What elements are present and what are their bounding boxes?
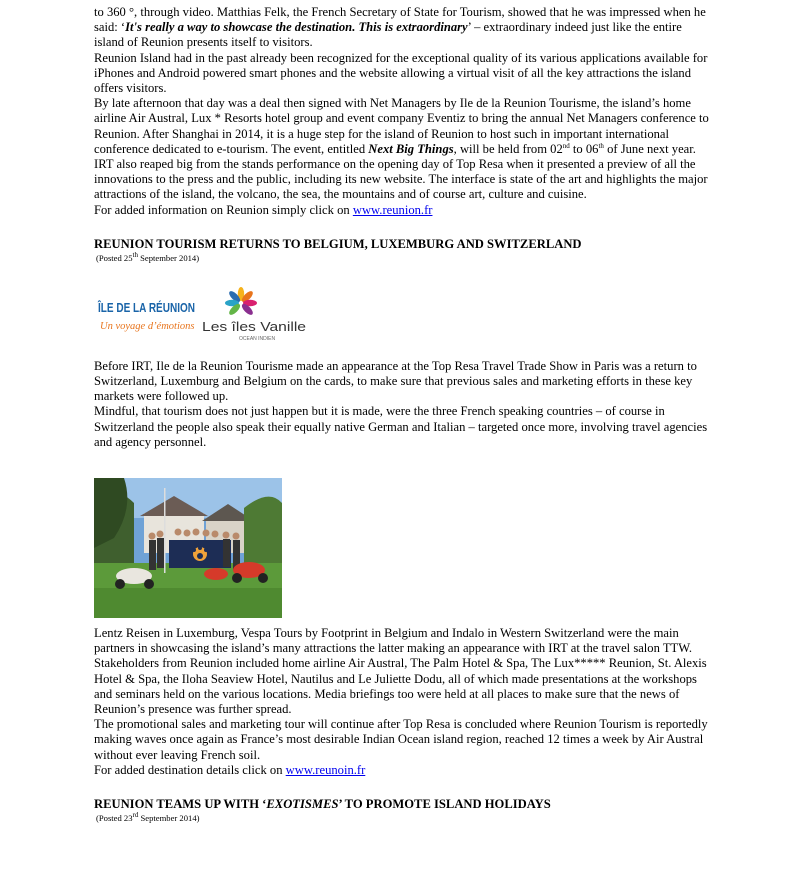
svg-text:Les îles Vanille: Les îles Vanille <box>202 318 306 334</box>
posted-date: (Posted 23rd September 2014) <box>96 811 200 824</box>
reunoin-link[interactable]: www.reunoin.fr <box>285 762 366 777</box>
paragraph: Lentz Reisen in Luxemburg, Vespa Tours by Footprint in Belgium and Indalo in Western Switzerland were the main partners in showcasing the island’s many attractions the latter making an appearance with IRT at the travel salon TTW. <box>94 626 693 656</box>
paragraph: The promotional sales and marketing tour will continue after Top Resa is concluded where Reunion Tourism is reportedly making waves once again as France’s most desirable Indian Ocean island region, reached 12 times a week by Air Austral without ever leaving French soil. <box>94 717 708 762</box>
paragraph: IRT also reaped big from the stands performance on the opening day of Top Resa when it presented a preview of all the innovations to the press and the public, including its new website. The interface is state of the art and highlights the major attractions of the island, the volcano, the sea, the mountains and of course art, culture and cuisine. <box>94 157 708 202</box>
paragraph: Stakeholders from Reunion included home airline Air Austral, The Palm Hotel & Spa, The Lux***** Reunion, St. Alexis Hotel & Spa, the Iloha Seaview Hotel, Nautilus and Le Juliette Dodu, all of which made presentations at the workshops and seminars held on the various locations. Media briefings too were held at all places to make sure that the news of Reunion’s presence was further spread. <box>94 656 707 717</box>
article-title: REUNION TEAMS UP WITH ‘EXOTISMES’ TO PROMOTE ISLAND HOLIDAYS <box>94 797 551 812</box>
paragraph: Before IRT, Ile de la Reunion Tourisme made an appearance at the Top Resa Travel Trade Show in Paris was a return to Switzerland, Luxemburg and Belgium on the cards, to make sure that previous sales and marketing efforts in these key markets were followed up. <box>94 358 697 404</box>
iles-vanille-logo <box>199 287 309 343</box>
document-page <box>94 0 714 824</box>
posted-date: (Posted 25th September 2014) <box>96 250 200 263</box>
paragraph: Reunion Island had in the past already been recognized for the exceptional quality of its various applications available for iPhones and Android powered smart phones and the website allowing a virtual visit of all the key attractions the island offers visitors. <box>94 50 708 96</box>
paragraph: For added information on Reunion simply click on www.reunion.fr <box>94 202 433 217</box>
group-photo <box>94 478 282 618</box>
ile-de-la-reunion-logo <box>97 292 197 336</box>
svg-text:OCEAN INDIEN: OCEAN INDIEN <box>239 335 276 342</box>
paragraph: For added destination details click on www.reunoin.fr <box>94 762 366 777</box>
svg-text:ÎLE DE LA RÉUNION: ÎLE DE LA RÉUNION <box>97 299 195 315</box>
svg-text:Un voyage d’émotions: Un voyage d’émotions <box>100 320 195 332</box>
logos-row <box>94 287 714 347</box>
paragraph: to 360 °, through video. Matthias Felk, the French Secretary of State for Tourism, showed that he was impressed when he said: ‘It's really a way to showcase the destination. This is extraordinary’ – extraordinary indeed just like the entire island of Reunion presents itself to visitors. <box>94 5 706 50</box>
reunion-link[interactable]: www.reunion.fr <box>352 202 433 217</box>
paragraph: By late afternoon that day was a deal then signed with Net Managers by Ile de la Reunion Tourisme, the island’s home airline Air Austral, Lux * Resorts hotel group and event company Eventiz to bring the annual Net Managers conference to Reunion. After Shanghai in 2014, it is a huge step for the island of Reunion to host such in important international conference dedicated to e-tourism. The event, entitled Next Big Things, will be held from 02nd to 06th of June next year. <box>94 96 709 156</box>
paragraph: Mindful, that tourism does not just happen but it is made, were the three French speaking countries – of course in Switzerland the people also speak their equally native German and Italian – targeted once more, involving travel agencies and agency personnel. <box>94 404 708 449</box>
article-title: REUNION TOURISM RETURNS TO BELGIUM, LUXEMBURG AND SWITZERLAND <box>94 236 582 251</box>
